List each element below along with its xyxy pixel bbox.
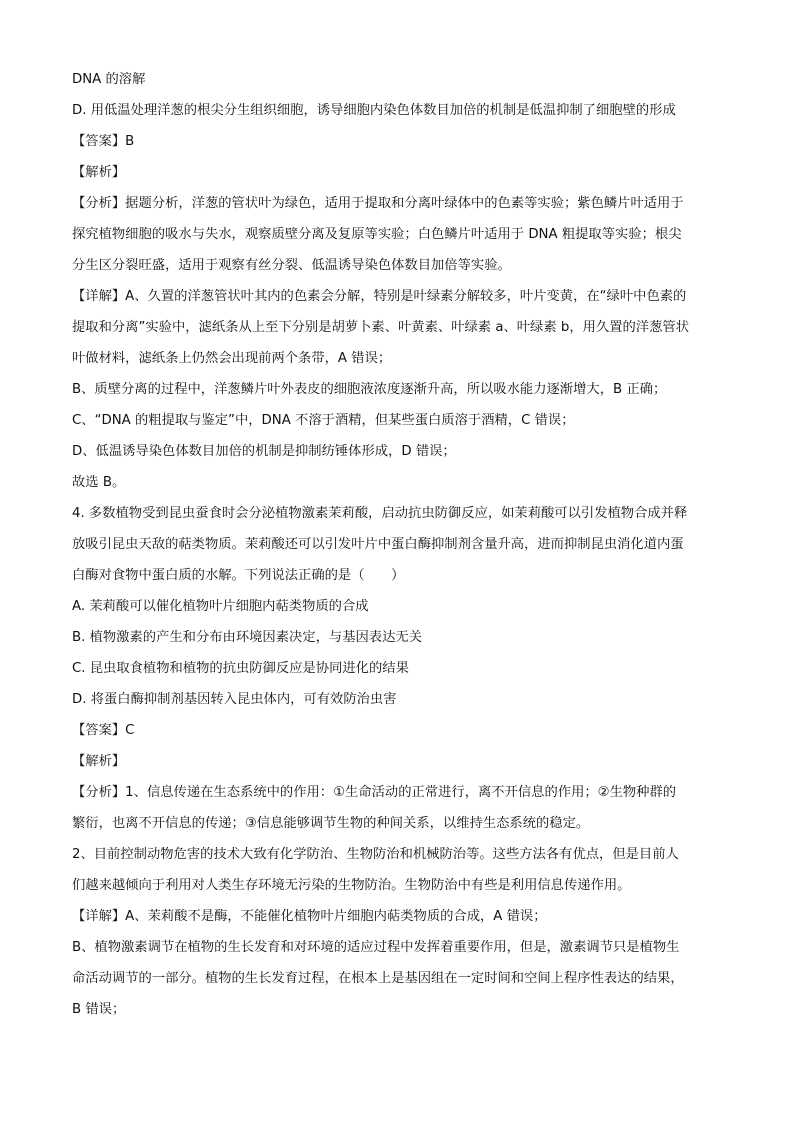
text-line: 故选 B。 <box>72 475 126 490</box>
text-line: 们越来越倾向于利用对人类生存环境无污染的生物防治。生物防治中有些是利用信息传递作用。 <box>72 878 631 893</box>
option-d: D. 用低温处理洋葱的根尖分生组织细胞，诱导细胞内染色体数目加倍的机制是低温抑制了细胞壁的形成 <box>72 103 676 118</box>
option-b: B. 植物激素的产生和分布由环境因素决定，与基因表达无关 <box>72 630 422 645</box>
analysis-label: 【解析】 <box>72 165 126 180</box>
text-line: B 错误； <box>72 1002 126 1017</box>
analysis-label: 【解析】 <box>72 754 126 769</box>
text-line: 白酶对食物中蛋白质的水解。下列说法正确的是（ ） <box>72 568 405 583</box>
answer-label: 【答案】B <box>72 134 135 149</box>
text-line: D、低温诱导染色体数目加倍的机制是抑制纺锤体形成，D 错误； <box>72 444 456 459</box>
text-line: 【详解】A、茉莉酸不是酶，不能催化植物叶片细胞内萜类物质的合成，A 错误； <box>72 909 547 924</box>
text-line: 【分析】1、信息传递在生态系统中的作用：①生命活动的正常进行，离不开信息的作用；②生物种群的 <box>72 785 677 800</box>
text-line: B、质壁分离的过程中，洋葱鳞片叶外表皮的细胞液浓度逐渐升高，所以吸水能力逐渐增大，B 正确； <box>72 382 667 397</box>
text-line: 叶做材料，滤纸条上仍然会出现前两个条带，A 错误； <box>72 351 392 366</box>
text-line: C、“DNA 的粗提取与鉴定”中，DNA 不溶于酒精，但某些蛋白质溶于酒精，C 错误； <box>72 413 575 428</box>
option-a: A. 茉莉酸可以催化植物叶片细胞内萜类物质的合成 <box>72 599 369 614</box>
text-line: 提取和分离”实验中，滤纸条从上至下分别是胡萝卜素、叶黄素、叶绿素 a、叶绿素 b，用久置的洋葱管状 <box>72 320 689 335</box>
text-line: 放吸引昆虫天敌的萜类物质。茉莉酸还可以引发叶片中蛋白酶抑制剂含量升高，进而抑制昆虫消化道内蛋 <box>72 537 684 552</box>
document-body <box>72 64 728 1025</box>
text-line: 【分析】据题分析，洋葱的管状叶为绿色，适用于提取和分离叶绿体中的色素等实验；紫色鳞片叶适用于 <box>72 196 684 211</box>
option-c: C. 昆虫取食植物和植物的抗虫防御反应是协同进化的结果 <box>72 661 409 676</box>
text-line: 2、目前控制动物危害的技术大致有化学防治、生物防治和机械防治等。这些方法各有优点，但是目前人 <box>72 847 679 862</box>
text-line: DNA 的溶解 <box>72 72 146 87</box>
text-line: 探究植物细胞的吸水与失水，观察质壁分离及复原等实验；白色鳞片叶适用于 DNA 粗提取等实验；根尖 <box>72 227 682 242</box>
text-line: 分生区分裂旺盛，适用于观察有丝分裂、低温诱导染色体数目加倍等实验。 <box>72 258 511 273</box>
answer-label: 【答案】C <box>72 723 135 738</box>
text-line: 命活动调节的一部分。植物的生长发育过程，在根本上是基因组在一定时间和空间上程序性表达的结果， <box>72 971 684 986</box>
text-line: B、植物激素调节在植物的生长发育和对环境的适应过程中发挥着重要作用，但是，激素调节只是植物生 <box>72 940 680 955</box>
question-4: 4. 多数植物受到昆虫蚕食时会分泌植物激素茉莉酸，启动抗虫防御反应，如茉莉酸可以引发植物合成并释 <box>72 506 688 521</box>
text-line: 繁衍，也离不开信息的传递；③信息能够调节生物的种间关系，以维持生态系统的稳定。 <box>72 816 590 831</box>
option-d: D. 将蛋白酶抑制剂基因转入昆虫体内，可有效防治虫害 <box>72 692 397 707</box>
text-line: 【详解】A、久置的洋葱管状叶其内的色素会分解，特别是叶绿素分解较多，叶片变黄，在“绿叶中色素的 <box>72 289 687 304</box>
